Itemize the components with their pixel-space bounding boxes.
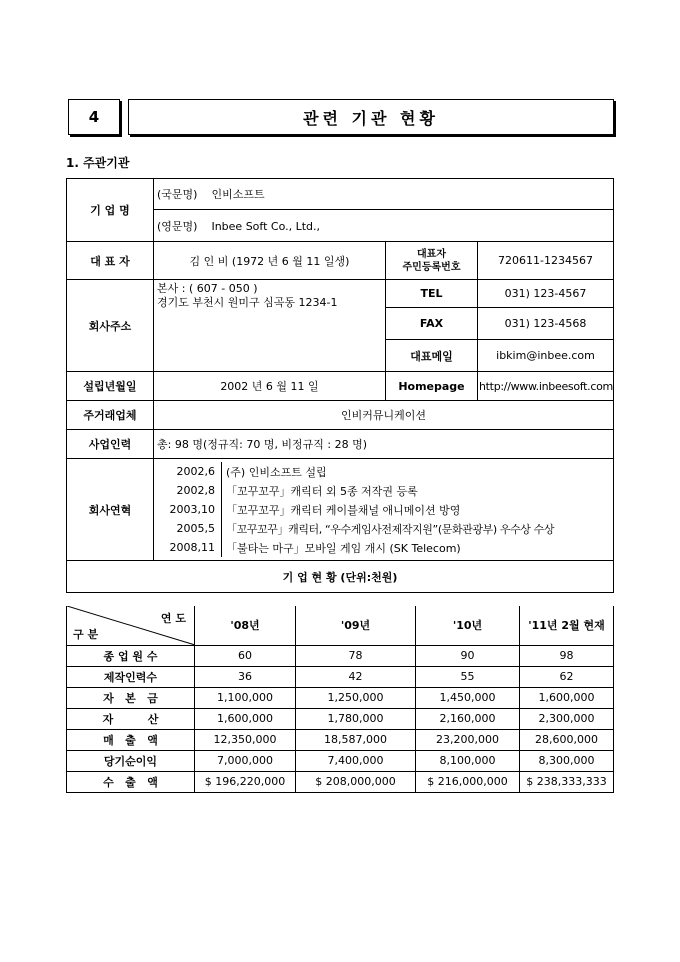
staff-label: 사업인력 <box>67 430 154 459</box>
table-row <box>67 666 614 687</box>
table-cell: 60 <box>195 645 296 666</box>
page-title: 관련 기관 현황 <box>128 99 614 135</box>
status-title: 기 업 현 황 (단위:천원) <box>67 561 614 593</box>
table-cell: 7,000,000 <box>195 750 296 771</box>
table-cell: 78 <box>296 645 416 666</box>
row-label: 자 산 <box>67 708 195 729</box>
ceo-id-label-line2: 주민등록번호 <box>402 261 461 273</box>
column-header: '10년 <box>416 606 520 645</box>
history-item <box>160 481 613 500</box>
korean-name-cell <box>154 179 614 210</box>
column-header: '09년 <box>296 606 416 645</box>
section-number: 4 <box>68 99 120 135</box>
founded-value: 2002 년 6 월 11 일 <box>154 372 386 401</box>
table-row <box>67 771 614 792</box>
row-label: 제작인력수 <box>67 666 195 687</box>
korean-name: 인비소프트 <box>211 188 265 201</box>
section-title: 1. 주관기관 <box>66 156 130 170</box>
table-cell: 42 <box>296 666 416 687</box>
table-cell: 1,600,000 <box>195 708 296 729</box>
history-text: (주) 인비소프트 설립 <box>226 465 327 479</box>
table-cell: 62 <box>520 666 614 687</box>
fax-value: 031) 123-4568 <box>478 308 614 340</box>
english-name: Inbee Soft Co., Ltd., <box>211 219 321 233</box>
table-row <box>67 708 614 729</box>
history-cell <box>154 459 614 561</box>
history-text: 「꼬꾸꼬꾸」캐릭터 케이블채널 애니메이션 방영 <box>226 503 461 517</box>
row-label: 종 업 원 수 <box>67 645 195 666</box>
korean-name-label: (국문명) <box>157 188 198 201</box>
corner-bottom-label: 구 분 <box>73 627 99 641</box>
english-name-label: (영문명) <box>157 219 198 233</box>
ceo-id-label <box>386 242 478 280</box>
table-cell: 1,600,000 <box>520 687 614 708</box>
history-item <box>160 462 613 481</box>
table-cell: 18,587,000 <box>296 729 416 750</box>
history-item <box>160 500 613 519</box>
partner-value: 인비커뮤니케이션 <box>154 401 614 430</box>
table-cell: 55 <box>416 666 520 687</box>
history-year: 2008,11 <box>160 538 222 557</box>
row-label: 수 출 액 <box>67 771 195 792</box>
table-cell: 36 <box>195 666 296 687</box>
company-info-table <box>66 178 614 593</box>
homepage-label: Homepage <box>386 372 478 401</box>
ceo-label: 대 표 자 <box>67 242 154 280</box>
table-cell: 2,300,000 <box>520 708 614 729</box>
table-cell: 7,400,000 <box>296 750 416 771</box>
corner-top-label: 연 도 <box>160 612 186 625</box>
table-cell: 28,600,000 <box>520 729 614 750</box>
history-year: 2003,10 <box>160 500 222 519</box>
founded-label: 설립년월일 <box>67 372 154 401</box>
tel-value: 031) 123-4567 <box>478 280 614 308</box>
table-cell: 12,350,000 <box>195 729 296 750</box>
email-value: ibkim@inbee.com <box>478 340 614 372</box>
table-row <box>67 729 614 750</box>
status-table <box>66 606 614 793</box>
history-item <box>160 519 613 538</box>
tel-label: TEL <box>386 280 478 308</box>
ceo-id-value: 720611-1234567 <box>478 242 614 280</box>
english-name-cell <box>154 210 614 242</box>
history-text: 「불타는 마구」모바일 게임 개시 (SK Telecom) <box>226 541 461 555</box>
partner-label: 주거래업체 <box>67 401 154 430</box>
column-header: '08년 <box>195 606 296 645</box>
history-item <box>160 538 613 557</box>
row-label: 당기순이익 <box>67 750 195 771</box>
email-label: 대표메일 <box>386 340 478 372</box>
history-label: 회사연혁 <box>67 459 154 561</box>
table-cell: $ 216,000,000 <box>416 771 520 792</box>
history-text: 「꼬꾸꼬꾸」캐릭터, “우수게임사전제작지원”(문화관광부) 우수상 수상 <box>226 522 555 536</box>
fax-label: FAX <box>386 308 478 340</box>
staff-value: 총: 98 명(정규직: 70 명, 비정규직 : 28 명) <box>154 430 614 459</box>
table-cell: $ 238,333,333 <box>520 771 614 792</box>
table-cell: $ 196,220,000 <box>195 771 296 792</box>
company-name-label: 기 업 명 <box>67 179 154 242</box>
address-value <box>154 280 386 372</box>
table-cell: 8,300,000 <box>520 750 614 771</box>
row-label: 자 본 금 <box>67 687 195 708</box>
table-cell: 90 <box>416 645 520 666</box>
table-cell: 2,160,000 <box>416 708 520 729</box>
table-cell: 1,250,000 <box>296 687 416 708</box>
address-line1: 본사 : ( 607 - 050 ) <box>157 282 258 295</box>
address-label: 회사주소 <box>67 280 154 372</box>
ceo-id-label-line1: 대표자 <box>417 248 446 260</box>
address-line2: 경기도 부천시 원미구 심곡동 1234-1 <box>157 296 338 309</box>
history-text: 「꼬꾸꼬꾸」캐릭터 외 5종 저작권 등록 <box>226 484 418 498</box>
homepage-value: http://www.inbeesoft.com <box>478 372 614 401</box>
table-row <box>67 645 614 666</box>
ceo-value: 김 인 비 (1972 년 6 월 11 일생) <box>154 242 386 280</box>
table-cell: 1,780,000 <box>296 708 416 729</box>
column-header: '11년 2월 현재 <box>520 606 614 645</box>
table-cell: 98 <box>520 645 614 666</box>
history-year: 2002,8 <box>160 481 222 500</box>
table-row <box>67 750 614 771</box>
corner-cell <box>67 606 195 645</box>
history-year: 2005,5 <box>160 519 222 538</box>
table-cell: $ 208,000,000 <box>296 771 416 792</box>
table-cell: 8,100,000 <box>416 750 520 771</box>
history-year: 2002,6 <box>160 462 222 481</box>
table-row <box>67 687 614 708</box>
row-label: 매 출 액 <box>67 729 195 750</box>
table-cell: 1,100,000 <box>195 687 296 708</box>
table-cell: 1,450,000 <box>416 687 520 708</box>
table-cell: 23,200,000 <box>416 729 520 750</box>
